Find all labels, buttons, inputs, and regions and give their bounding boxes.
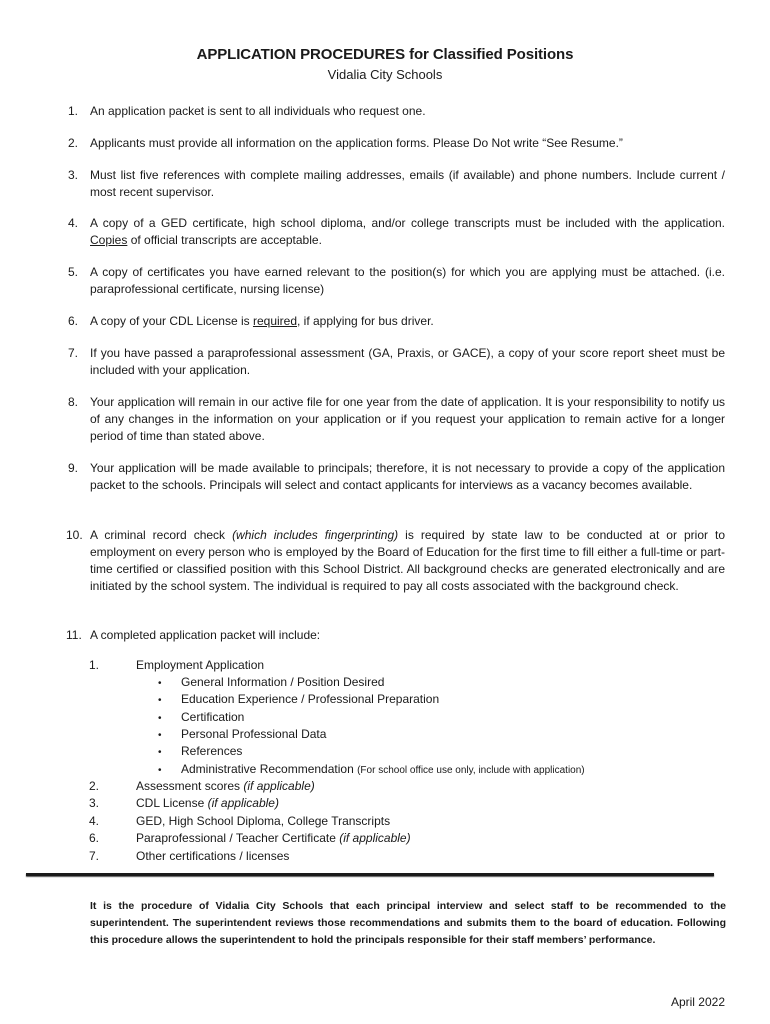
packet-label: GED, High School Diploma, College Transcripts: [136, 814, 391, 828]
item-text: Your application will remain in our active file for one year from the date of application. It is your responsibility to notify us of any changes in the information on your application or if you request your application to remain active for a longer period of time than stated above.: [90, 395, 725, 443]
packet-label-wrap: [136, 795, 279, 812]
packet-row: [0, 830, 770, 847]
bullet-text: General Information / Position Desired: [181, 675, 385, 689]
item-number: 7.: [68, 346, 79, 360]
item-text: If you have passed a paraprofessional assessment (GA, Praxis, or GACE), a copy of your score report sheet must be included with your application.: [90, 346, 725, 377]
bullet-text: [181, 761, 585, 779]
bullet-text: Personal Professional Data: [181, 727, 327, 741]
item-number: 3.: [68, 168, 79, 182]
list-item: [66, 527, 725, 595]
item-text: A completed application packet will include:: [90, 628, 321, 642]
item-number: 5.: [68, 265, 79, 279]
packet-number: 6.: [89, 831, 100, 845]
packet-label: Paraprofessional / Teacher Certificate: [136, 831, 340, 845]
packet-label-italic: (if applicable): [207, 796, 279, 810]
item-text-italic: (which includes fingerprinting): [232, 528, 399, 542]
list-item: [66, 627, 725, 644]
bullet-item: [0, 761, 770, 778]
bullet-icon: •: [158, 713, 162, 724]
packet-label-italic: (if applicable): [339, 831, 411, 845]
procedure-note: It is the procedure of Vidalia City Schools that each principal interview and select staff to be recommended to the superintendent. The superintendent reviews those recommendations and submits them to the board of education. Following this procedure allows the superintendent to hold the principals responsible for their staff members’ performance.: [90, 900, 726, 946]
packet-label: Assessment scores: [136, 779, 244, 793]
packet-number: 1.: [89, 658, 100, 672]
bullet-icon: •: [158, 747, 162, 758]
packet-label: Other certifications / licenses: [136, 849, 290, 863]
item-number: 4.: [68, 216, 79, 230]
bullet-label: Administrative Recommendation: [181, 762, 354, 776]
bullet-text: Education Experience / Professional Preparation: [181, 692, 440, 706]
packet-row: [0, 657, 770, 674]
list-item: [68, 103, 725, 120]
list-item: [68, 215, 725, 249]
packet-label-italic: (if applicable): [243, 779, 315, 793]
item-number: 9.: [68, 461, 79, 475]
packet-label-wrap: [136, 778, 315, 795]
packet-row: [0, 795, 770, 812]
packet-row: [0, 813, 770, 830]
item-number: 10.: [66, 528, 83, 542]
item-text: of official transcripts are acceptable.: [127, 233, 322, 247]
page-subtitle: Vidalia City Schools: [327, 67, 443, 82]
packet-row: [0, 778, 770, 795]
item-text: A copy of a GED certificate, high school diploma, and/or college transcripts must be included with the application.: [90, 216, 725, 230]
packet-label-wrap: [136, 813, 390, 830]
packet-row: [0, 848, 770, 865]
item-text: Your application will be made available to principals; therefore, it is not necessary to provide a copy of the application packet to the schools. Principals will select and contact applicants for interviews as a vacancy becomes available.: [90, 461, 725, 492]
item-text: Applicants must provide all information on the application forms. Please Do Not write “See Resume.”: [90, 136, 623, 150]
packet-label-wrap: [136, 830, 411, 847]
bullet-item: [0, 691, 770, 708]
list-item: [68, 167, 725, 201]
item-text: , if applying for bus driver.: [297, 314, 434, 328]
item-text: A copy of certificates you have earned relevant to the position(s) for which you are applying must be attached. (i.e. paraprofessional certificate, nursing license): [90, 265, 725, 296]
item-text: A criminal record check: [90, 528, 233, 542]
packet-number: 4.: [89, 814, 100, 828]
list-item: [68, 460, 725, 494]
item-number: 1.: [68, 104, 79, 118]
list-item: [68, 345, 725, 379]
section-divider: [26, 873, 714, 876]
item-text: is required by state law to be conducted at or prior to employment on every person who is employed by the Board of Education for the first time to fill either a full-time or part-time certified or classified position with this School District. All background checks are generated electronically and are initiated by the school system. The individual is required to pay all costs associated with the background check.: [90, 528, 725, 593]
bullet-icon: •: [158, 678, 162, 689]
bullet-text: References: [181, 744, 243, 758]
packet-number: 3.: [89, 796, 100, 810]
admin-note: (For school office use only, include with application): [357, 765, 585, 776]
packet-label: CDL License: [136, 796, 208, 810]
document-date: April 2022: [670, 995, 725, 1009]
list-item: [68, 394, 725, 445]
list-item: [68, 313, 725, 330]
list-item: [68, 264, 725, 298]
item-number: 8.: [68, 395, 79, 409]
bullet-item: [0, 726, 770, 743]
item-number: 6.: [68, 314, 79, 328]
packet-label-wrap: [136, 848, 289, 865]
item-text: Must list five references with complete mailing addresses, emails (if available) and phone numbers. Include current / most recent supervisor.: [90, 168, 725, 199]
item-number: 11.: [66, 628, 82, 642]
bullet-icon: •: [158, 730, 162, 741]
item-text-underlined: Copies: [90, 233, 128, 247]
bullet-icon: •: [158, 765, 162, 776]
item-text-underlined: required: [252, 314, 297, 328]
packet-label: Employment Application: [136, 658, 265, 672]
page-title: APPLICATION PROCEDURES for Classified Positions: [196, 46, 574, 63]
bullet-icon: •: [158, 695, 162, 706]
bullet-item: [0, 709, 770, 726]
item-text: A copy of your CDL License is: [90, 314, 253, 328]
item-number: 2.: [68, 136, 79, 150]
list-item: [68, 135, 725, 152]
bullet-item: [0, 674, 770, 691]
packet-number: 7.: [89, 849, 100, 863]
packet-number: 2.: [89, 779, 100, 793]
bullet-item: [0, 743, 770, 760]
item-text: An application packet is sent to all individuals who request one.: [90, 104, 426, 118]
bullet-text: Certification: [181, 710, 245, 724]
